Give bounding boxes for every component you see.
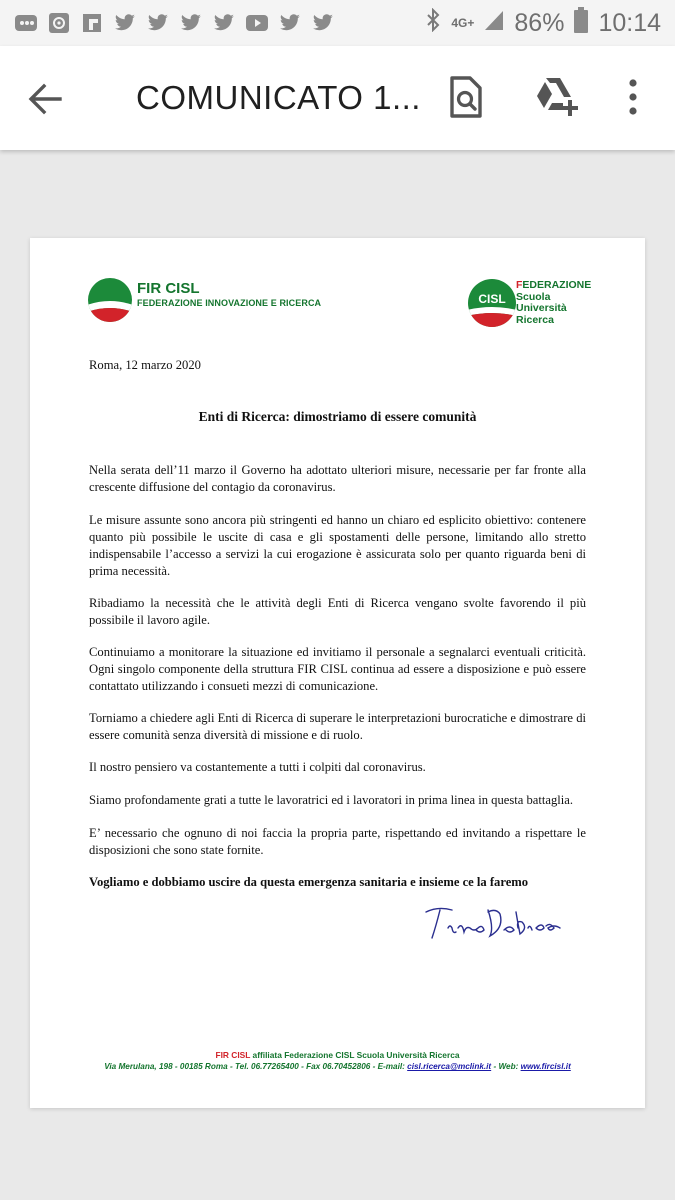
status-right (425, 6, 661, 40)
notification-icons (14, 10, 335, 36)
twitter-icon (278, 11, 302, 35)
twitter-icon (311, 11, 335, 35)
letter-paragraph: Il nostro pensiero va costantemente a tutti i colpiti dal coronavirus. (89, 760, 426, 774)
letter-paragraph: Continuiamo a monitorare la situazione ed invitiamo il personale a segnalarci eventuali criticità. Ogni singolo componente della struttura FIR CISL continua ad essere a disposizione e può essere contattato utilizzando i consueti mezzi di comunicazione. (89, 645, 586, 693)
status-bar (0, 0, 675, 46)
twitter-icon (146, 11, 170, 35)
footer-web-label: - Web: (491, 1062, 521, 1071)
fir-cisl-name: FIR CISL (137, 280, 200, 297)
document-page (30, 238, 645, 1108)
nav-icon (14, 11, 38, 35)
bluetooth-icon (425, 8, 441, 39)
footer-affiliation-text: affiliata Federazione CISL Scuola Università Ricerca (252, 1050, 460, 1060)
letter-paragraph: Nella serata dell’11 marzo il Governo ha adottato ulteriori misure, necessarie per far fronte alla crescente diffusione del contagio da coronavirus. (89, 463, 586, 494)
back-button[interactable] (22, 76, 68, 122)
letter-date: Roma, 12 marzo 2020 (89, 358, 201, 372)
youtube-icon (245, 11, 269, 35)
more-vert-icon (610, 72, 660, 122)
find-in-document-button[interactable] (440, 72, 490, 122)
cisl-line3: Università (516, 302, 567, 314)
flipboard-icon (80, 11, 104, 35)
more-options-button[interactable] (610, 72, 660, 122)
radio-icon (47, 11, 71, 35)
cisl-line1: EDERAZIONE (522, 279, 592, 291)
footer-affiliation (30, 1050, 645, 1060)
letter-paragraph: Ribadiamo la necessità che le attività degli Enti di Ricerca vengano svolte favorendo il più possibile il lavoro agile. (89, 596, 586, 627)
network-type: 4G+ (451, 15, 475, 30)
cisl-scuola-logo (467, 278, 597, 334)
cisl-emblem-icon (467, 278, 517, 328)
drive-add-icon (530, 72, 580, 122)
arrow-back-icon (22, 76, 68, 122)
fir-cisl-subtitle: FEDERAZIONE INNOVAZIONE E RICERCA (137, 298, 322, 308)
letter-closing: Vogliamo e dobbiamo uscire da questa emergenza sanitaria e insieme ce la faremo (89, 875, 529, 889)
battery-level: 86% (514, 8, 565, 37)
footer-email-link[interactable]: cisl.ricerca@mclink.it (407, 1062, 492, 1071)
cisl-scuola-text: FEDERAZIONE Scuola Università Ricerca (516, 279, 592, 326)
signal-icon (484, 9, 504, 38)
clock: 10:14 (598, 8, 661, 37)
add-to-drive-button[interactable] (530, 72, 580, 122)
signature-image (418, 898, 568, 948)
fir-cisl-emblem-icon (87, 277, 133, 323)
footer-org: FIR CISL (215, 1050, 251, 1060)
battery-icon (574, 7, 588, 40)
footer-web-link[interactable]: www.fircisl.it (520, 1062, 571, 1071)
footer-address: Via Merulana, 198 - 00185 Roma - Tel. 06.77265400 - Fax 06.70452806 - E-mail: (104, 1062, 408, 1071)
letter-paragraph: Torniamo a chiedere agli Enti di Ricerca di superare le interpretazioni burocratiche e dimostrare di essere comunità senza diversità di missione e di ruolo. (89, 711, 586, 742)
letter-paragraph: Siamo profondamente grati a tutte le lavoratrici ed i lavoratori in prima linea in questa battaglia. (89, 793, 573, 807)
find-in-page-icon (440, 72, 490, 122)
cisl-badge-text: CISL (478, 292, 506, 306)
letter-title: Enti di Ricerca: dimostriamo di essere comunità (198, 409, 477, 424)
fir-cisl-logo (87, 275, 327, 339)
twitter-icon (179, 11, 203, 35)
twitter-icon (212, 11, 236, 35)
footer-contacts (30, 1062, 645, 1071)
cisl-line4: Ricerca (516, 313, 554, 326)
letter-paragraph: Le misure assunte sono ancora più stringenti ed hanno un chiaro ed esplicito obiettivo: contenere quanto più possibile le uscite di casa e gli spostamenti delle persone, limitando allo stretto indispensabile l’accesso a servizi la cui erogazione è assicurata solo per quanto riguarda beni di prima necessità. (89, 513, 586, 578)
letter-paragraph: E’ necessario che ognuno di noi faccia la propria parte, rispettando ed invitando a rispettare le disposizioni che sono state fornite. (89, 826, 586, 857)
document-title: COMUNICATO 1... (136, 79, 421, 116)
twitter-icon (113, 11, 137, 35)
app-bar (0, 46, 675, 150)
cisl-line2: Scuola (516, 290, 551, 303)
